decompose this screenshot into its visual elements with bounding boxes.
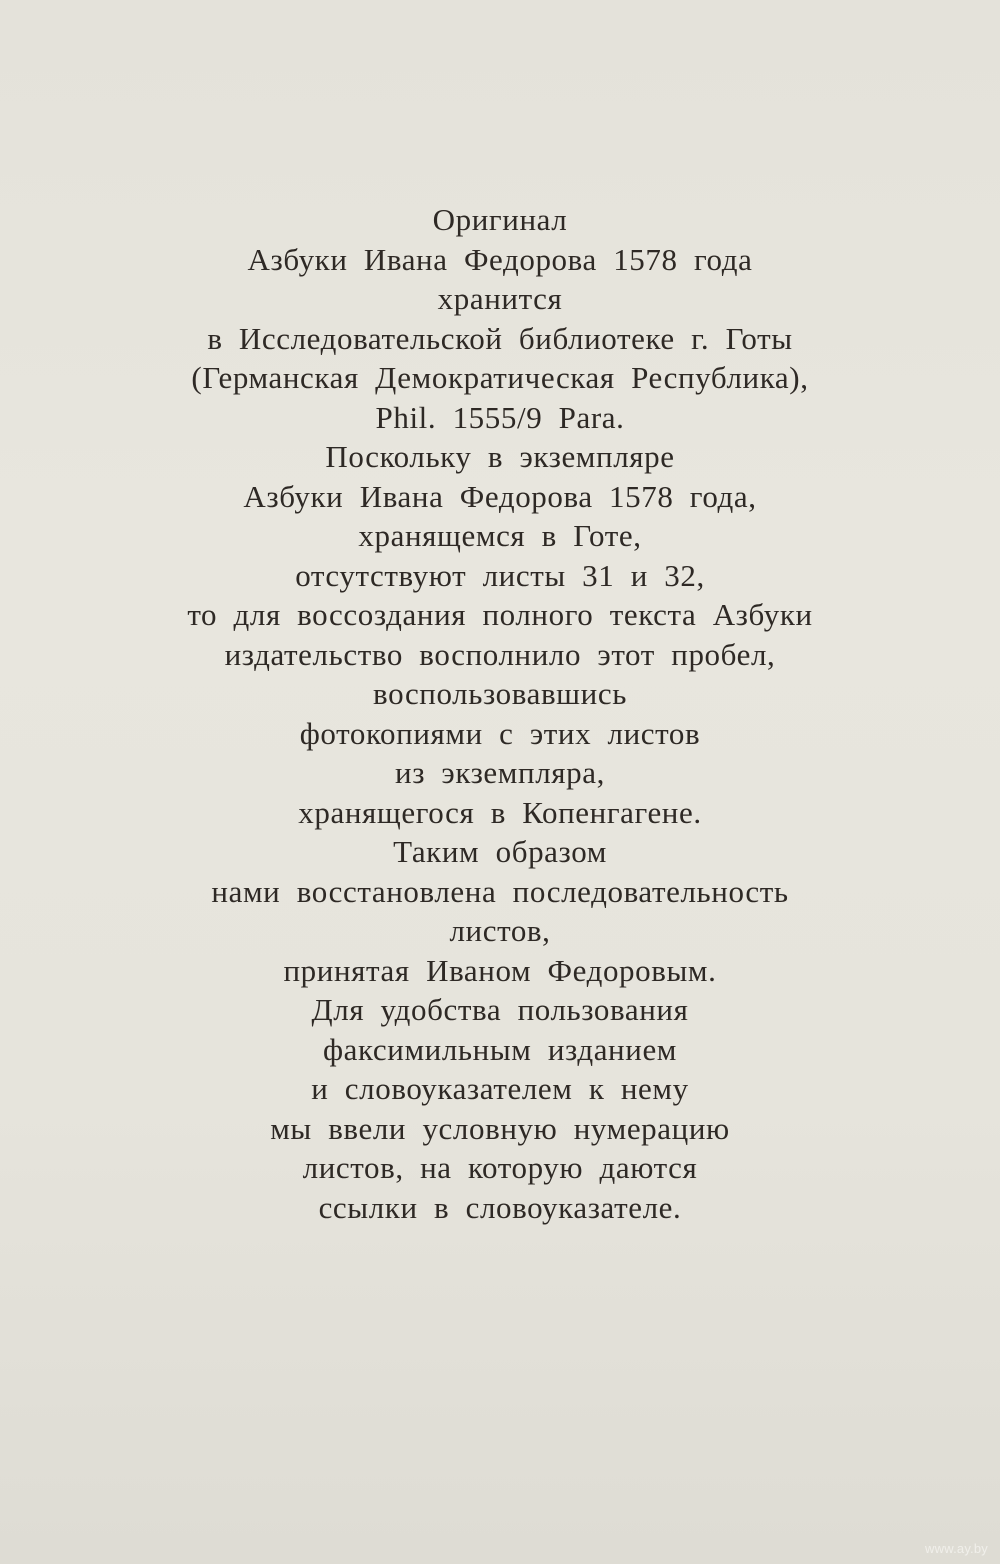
text-line: фотокопиями с этих листов — [299, 715, 701, 751]
text-line: (Германская Демократическая Республика), — [191, 360, 809, 395]
text-line: хранящегося в Копенгагене. — [298, 794, 702, 830]
text-line: воспользовавшись — [373, 676, 627, 711]
text-line: то для воссоздания полного текста Азбуки — [187, 597, 813, 632]
text-line: Поскольку в экземпляре — [325, 439, 675, 474]
text-line: Оригинал — [432, 202, 568, 237]
text-line: Для удобства пользования — [311, 992, 689, 1027]
text-line: листов, — [449, 913, 551, 948]
text-line: в Исследовательской библиотеке г. Готы — [207, 320, 793, 356]
text-line: нами восстановлена последовательность — [211, 873, 789, 909]
text-line: Phil. 1555/9 Para. — [375, 399, 625, 435]
text-line: Азбуки Ивана Федорова 1578 года — [247, 241, 753, 277]
text-line: мы ввели условную нумерацию — [270, 1110, 730, 1146]
text-line: Азбуки Ивана Федорова 1578 года, — [243, 478, 757, 514]
text-line: факсимильным изданием — [322, 1031, 678, 1067]
colophon-text — [0, 200, 1000, 1227]
text-line: ссылки в словоуказателе. — [318, 1189, 682, 1225]
text-line: Таким образом — [393, 834, 607, 869]
text-line: хранящемся в Готе, — [358, 518, 642, 553]
site-watermark: www.ay.by — [925, 1541, 988, 1556]
text-line: из экземпляра, — [395, 755, 605, 790]
text-line: отсутствуют листы 31 и 32, — [295, 557, 705, 593]
text-line: издательство восполнило этот пробел, — [224, 636, 776, 672]
text-line: листов, на которую даются — [302, 1150, 698, 1185]
text-line: принятая Иваном Федоровым. — [283, 952, 717, 988]
text-line: хранится — [437, 281, 563, 316]
text-line: и словоуказателем к нему — [311, 1071, 689, 1106]
